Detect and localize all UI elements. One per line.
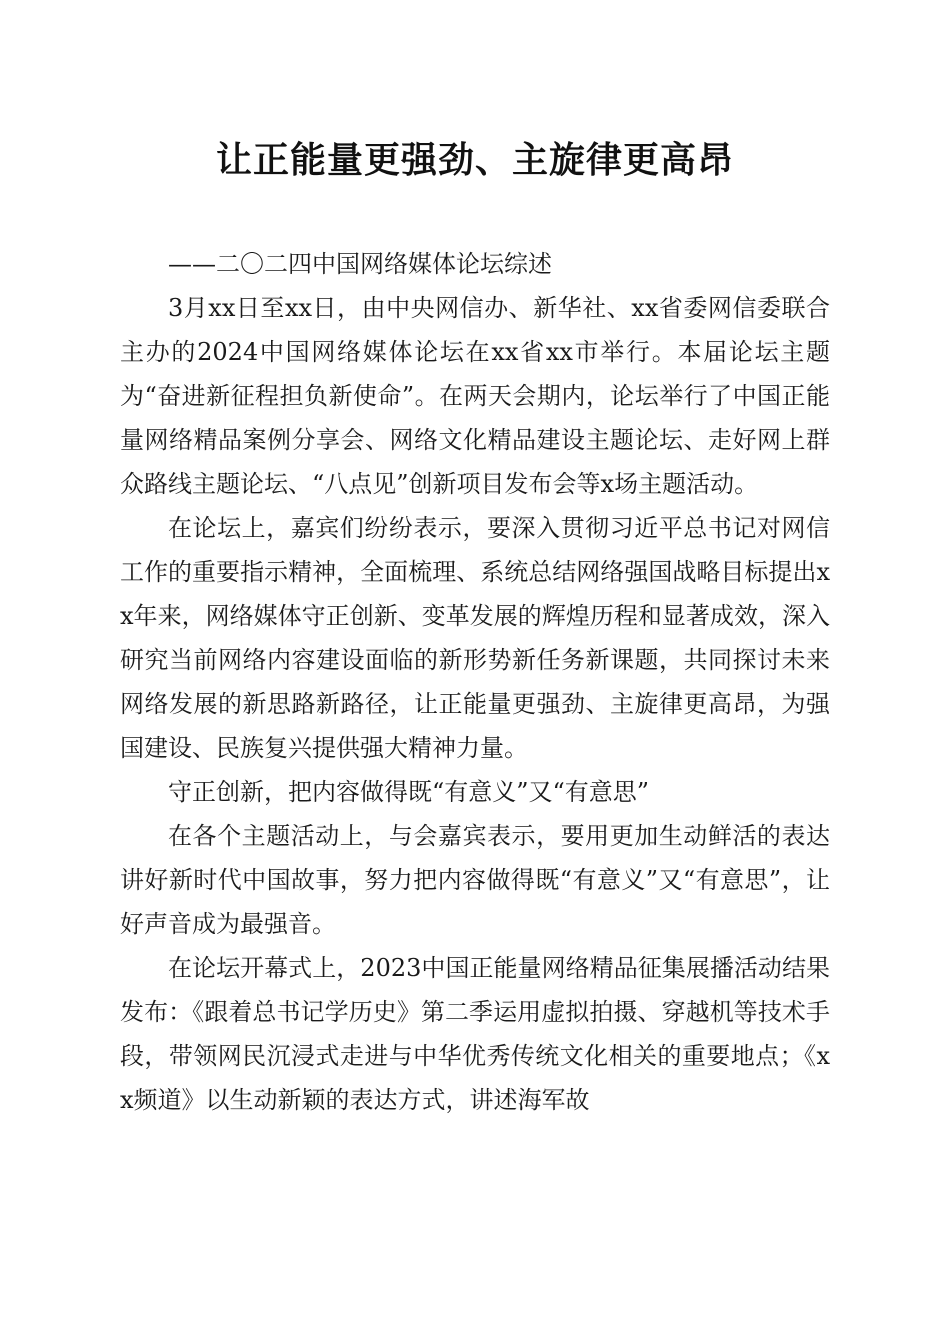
document-title: 让正能量更强劲、主旋律更高昂 <box>215 139 734 181</box>
paragraph-opening-ceremony: 在论坛开幕式上，2023中国正能量网络精品征集展播活动结果发布：《跟着总书记学历史》第二季运用虚拟拍摄、穿越机等技术手段，带领网民沉浸式走进与中华优秀传统文化相关的重要地点；《xx频道》以生动新颖的表达方式，讲述海军故 <box>120 954 830 1114</box>
paragraph-intro: 3月xx日至xx日，由中央网信办、新华社、xx省委网信委联合主办的2024中国网络媒体论坛在xx省xx市举行。本届论坛主题为“奋进新征程担负新使命”。在两天会期内，论坛举行了中国正能量网络精品案例分享会、网络文化精品建设主题论坛、走好网上群众路线主题论坛、“八点见”创新项目发布会等x场主题活动。 <box>120 294 830 498</box>
section-heading: 守正创新，把内容做得既“有意义”又“有意思” <box>168 778 650 806</box>
document-page <box>120 130 830 1122</box>
document-subtitle: ——二〇二四中国网络媒体论坛综述 <box>168 250 552 278</box>
paragraph-theme-activities: 在各个主题活动上，与会嘉宾表示，要用更加生动鲜活的表达讲好新时代中国故事，努力把内容做得既“有意义”又“有意思”，让好声音成为最强音。 <box>120 822 830 938</box>
paragraph-forum-remarks: 在论坛上，嘉宾们纷纷表示，要深入贯彻习近平总书记对网信工作的重要指示精神，全面梳理、系统总结网络强国战略目标提出xx年来，网络媒体守正创新、变革发展的辉煌历程和显著成效，深入研究当前网络内容建设面临的新形势新任务新课题，共同探讨未来网络发展的新思路新路径，让正能量更强劲、主旋律更高昂，为强国建设、民族复兴提供强大精神力量。 <box>120 514 830 762</box>
